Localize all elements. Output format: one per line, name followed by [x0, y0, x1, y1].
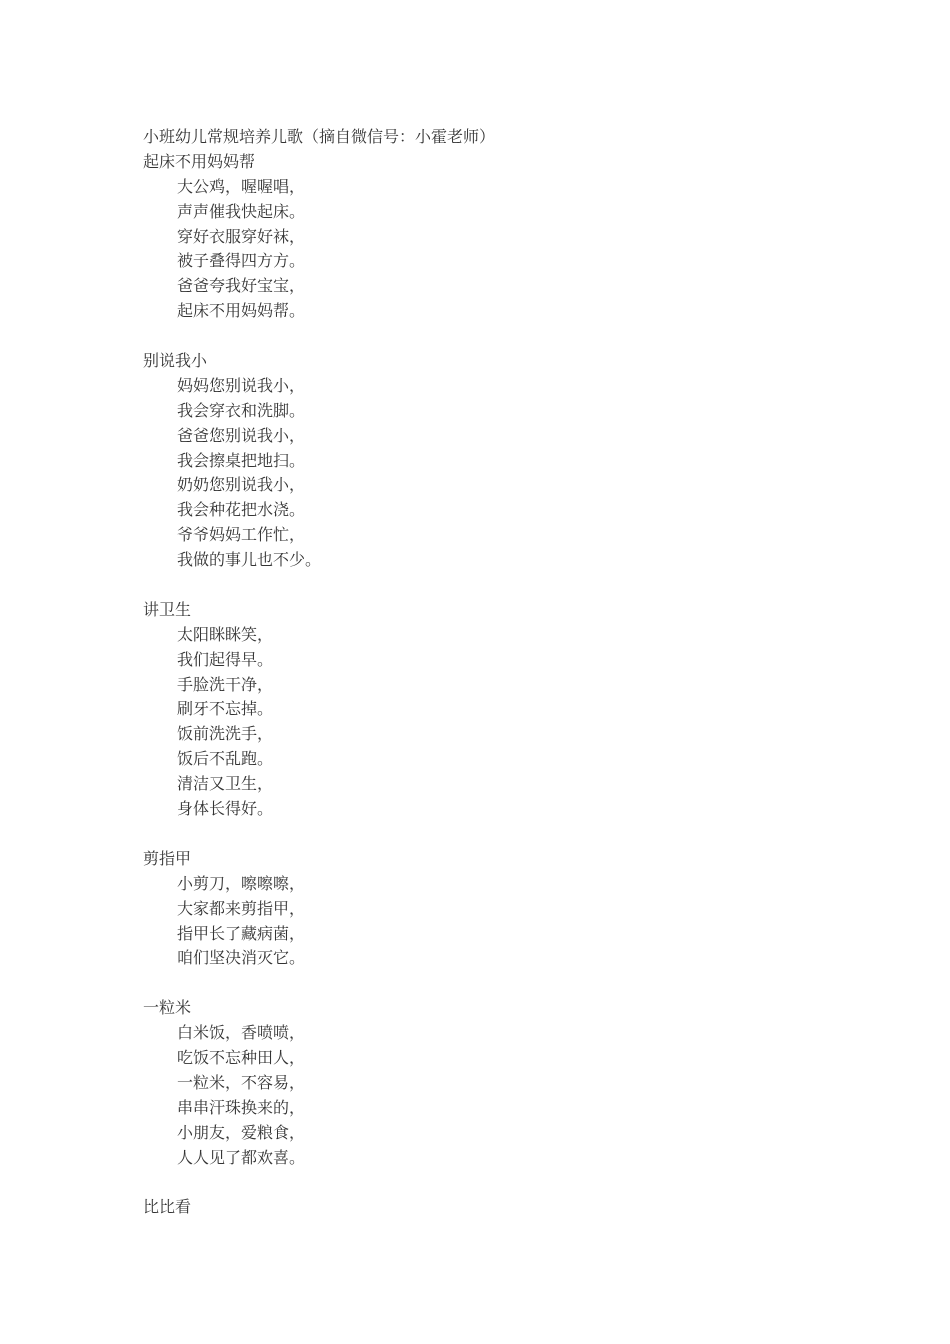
- poem-line: 大家都来剪指甲，: [177, 898, 306, 918]
- poem-bieshuo: [143, 349, 843, 573]
- poem-weisheng: [143, 598, 843, 822]
- poem-qichuang: [143, 150, 843, 324]
- poem-line: 身体长得好。: [177, 799, 274, 819]
- poem-spacer: [143, 324, 843, 349]
- poem-line: 穿好衣服穿好袜，: [177, 226, 306, 246]
- poem-line: 小朋友，爱粮食，: [177, 1122, 306, 1142]
- poem-line: 爷爷妈妈工作忙，: [177, 525, 306, 545]
- poem-line: 被子叠得四方方。: [177, 251, 306, 271]
- poem-title: 比比看: [143, 1197, 192, 1217]
- poem-line: 太阳眯眯笑，: [177, 624, 274, 644]
- poem-line: 咱们坚决消灭它。: [177, 948, 306, 968]
- poem-line: 吃饭不忘种田人，: [177, 1047, 306, 1067]
- poem-line: 奶奶您别说我小，: [177, 475, 306, 495]
- poem-spacer: [143, 822, 843, 847]
- poem-title: 别说我小: [143, 351, 208, 371]
- poem-line: 指甲长了藏病菌，: [177, 923, 306, 943]
- poem-bibikan: [143, 1195, 843, 1220]
- poem-line: 饭前洗洗手，: [177, 724, 274, 744]
- poem-yilimi: [143, 996, 843, 1170]
- poem-line: 白米饭，香喷喷，: [177, 1023, 306, 1043]
- poem-line: 一粒米，不容易，: [177, 1072, 306, 1092]
- poem-line: 手脸洗干净，: [177, 674, 274, 694]
- poem-title: 剪指甲: [143, 848, 192, 868]
- poem-line: 串串汗珠换来的，: [177, 1097, 306, 1117]
- poem-title: 起床不用妈妈帮: [143, 151, 256, 171]
- poem-line: 人人见了都欢喜。: [177, 1147, 306, 1167]
- poem-spacer: [143, 971, 843, 996]
- poem-title: 一粒米: [143, 998, 192, 1018]
- poem-spacer: [143, 1170, 843, 1195]
- poem-line: 起床不用妈妈帮。: [177, 301, 306, 321]
- poem-spacer: [143, 573, 843, 598]
- poem-line: 我会擦桌把地扫。: [177, 450, 306, 470]
- poem-line: 我会穿衣和洗脚。: [177, 400, 306, 420]
- poem-line: 小剪刀，嚓嚓嚓，: [177, 873, 306, 893]
- poem-line: 我会种花把水浇。: [177, 500, 306, 520]
- poem-line: 饭后不乱跑。: [177, 749, 274, 769]
- poem-jianzhijia: [143, 847, 843, 971]
- poem-line: 大公鸡，喔喔唱，: [177, 176, 306, 196]
- poem-title: 讲卫生: [143, 599, 192, 619]
- poem-line: 爸爸您别说我小，: [177, 425, 306, 445]
- poem-line: 我做的事儿也不少。: [177, 550, 322, 570]
- document-page: [143, 125, 843, 1220]
- poem-line: 声声催我快起床。: [177, 201, 306, 221]
- poem-line: 妈妈您别说我小，: [177, 375, 306, 395]
- document-title: 小班幼儿常规培养儿歌（摘自微信号：小霍老师）: [143, 127, 496, 146]
- poem-line: 清洁又卫生，: [177, 774, 274, 794]
- poem-line: 我们起得早。: [177, 649, 274, 669]
- poem-line: 爸爸夸我好宝宝，: [177, 276, 306, 296]
- poem-line: 刷牙不忘掉。: [177, 699, 274, 719]
